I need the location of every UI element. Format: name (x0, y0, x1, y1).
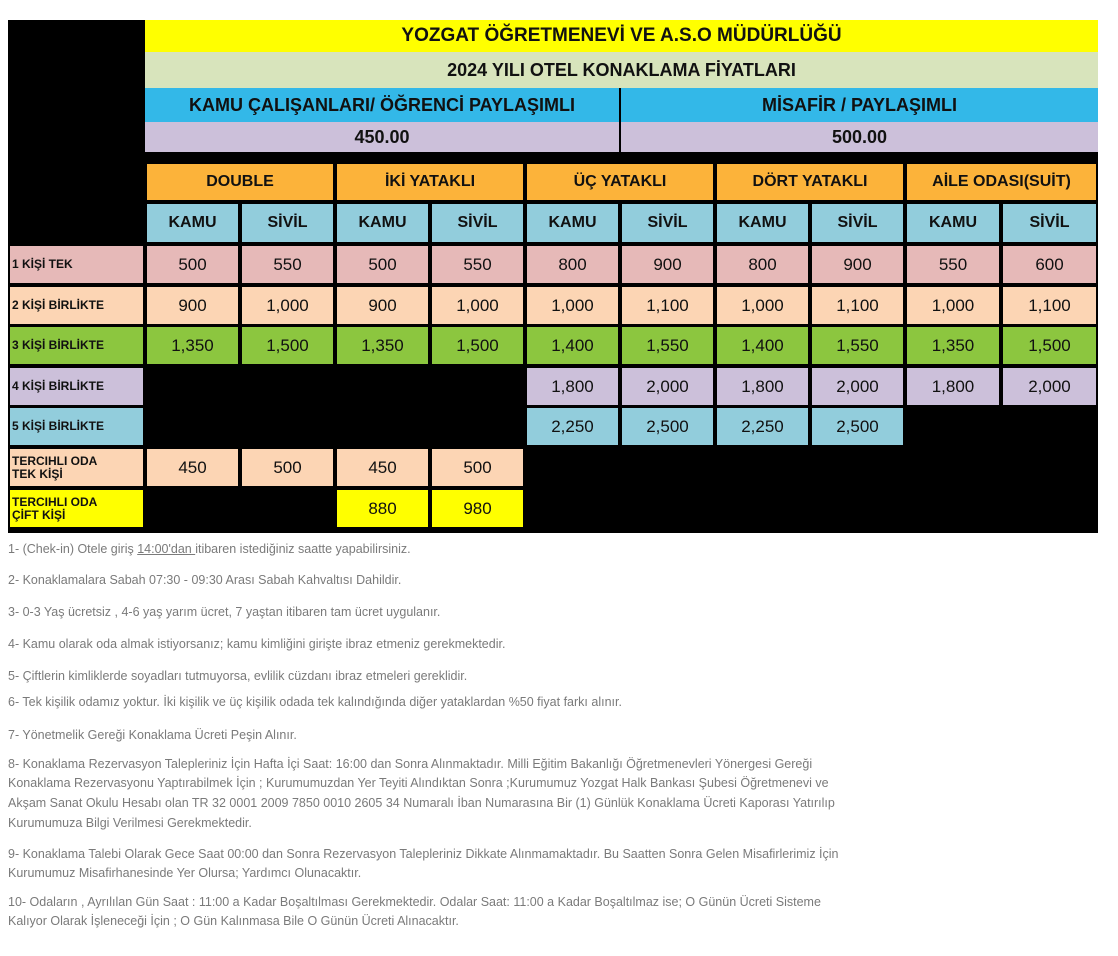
row-label (8, 366, 145, 407)
note-3: 3- 0-3 Yaş ücretsiz , 4-6 yaş yarım ücret, 7 yaştan itibaren tam ücret uygulanır. (8, 605, 441, 619)
price-cell: 1,400 (715, 325, 810, 366)
note-1-text: 1- (Chek-in) Otele giriş (8, 542, 138, 556)
price-cell: 450 (145, 447, 240, 488)
public-sharing-price: 450.00 (145, 122, 621, 152)
sub-header: KAMU (335, 202, 430, 244)
empty-cell (1001, 406, 1098, 447)
price-cell: 900 (335, 285, 430, 326)
row-label (8, 406, 145, 447)
price-cell: 2,250 (525, 406, 620, 447)
note-8-line-2: Konaklama Rezervasyonu Yaptırabilmek İçin ; Kurumumuzdan Yer Teyiti Alındıktan Sonra ;Kurumumuz Yozgat Halk Bankası Şubesi Öğretmenevi ve (8, 776, 829, 790)
empty-cell (145, 406, 240, 447)
note-7: 7- Yönetmelik Gereği Konaklama Ücreti Peşin Alınır. (8, 728, 297, 742)
price-cell: 1,000 (430, 285, 525, 326)
row-label (8, 244, 145, 285)
separator-strip (145, 152, 1098, 162)
corner-block (8, 20, 145, 244)
sub-header: SİVİL (810, 202, 905, 244)
empty-cell (525, 488, 620, 529)
note-5: 5- Çiftlerin kimliklerde soyadları tutmuyorsa, evlilik cüzdanı ibraz etmeleri gereklidir. (8, 669, 468, 683)
row-label-line: 1 KİŞİ TEK (12, 257, 73, 271)
price-cell: 1,100 (810, 285, 905, 326)
price-cell: 1,400 (525, 325, 620, 366)
note-6: 6- Tek kişilik odamız yoktur. İki kişilik ve üç kişilik odada tek kalındığında diğer yataklardan %50 fiyat farkı alınır. (8, 695, 622, 709)
note-10-line-2: Kalıyor Olarak İşleneceği İçin ; O Gün Kalınmasa Bile O Günün Ücreti Alınacaktır. (8, 914, 459, 928)
empty-cell (810, 447, 905, 488)
empty-cell (240, 406, 335, 447)
price-cell: 2,500 (620, 406, 715, 447)
sub-header: KAMU (715, 202, 810, 244)
price-cell: 2,500 (810, 406, 905, 447)
price-cell: 1,500 (430, 325, 525, 366)
empty-cell (620, 447, 715, 488)
price-cell: 450 (335, 447, 430, 488)
row-label (8, 447, 145, 488)
price-cell: 2,250 (715, 406, 810, 447)
price-cell: 1,000 (715, 285, 810, 326)
price-cell: 500 (335, 244, 430, 285)
empty-cell (715, 447, 810, 488)
price-cell: 800 (525, 244, 620, 285)
sub-header: SİVİL (620, 202, 715, 244)
price-cell: 880 (335, 488, 430, 529)
row-label-line: 4 KİŞİ BİRLİKTE (12, 379, 105, 393)
price-cell: 1,000 (525, 285, 620, 326)
price-cell: 900 (145, 285, 240, 326)
price-cell: 550 (430, 244, 525, 285)
empty-cell (145, 366, 240, 407)
empty-cell (620, 488, 715, 529)
price-cell: 1,350 (145, 325, 240, 366)
note-8-line-3: Akşam Sanat Okulu Hesabı olan TR 32 0001 2009 7850 0010 2605 34 Numaralı İban Numarasına Bir (1) Günlük Konaklama Ücreti Kaporası Yatırılıp (8, 796, 835, 810)
price-cell: 2,000 (810, 366, 905, 407)
price-cell: 500 (240, 447, 335, 488)
room-type-header: DOUBLE (145, 162, 335, 202)
sub-header: KAMU (525, 202, 620, 244)
price-cell: 500 (430, 447, 525, 488)
guest-sharing-price: 500.00 (621, 122, 1098, 152)
empty-cell (905, 488, 1001, 529)
sub-header: KAMU (145, 202, 240, 244)
row-label-line: 3 KİŞİ BİRLİKTE (12, 338, 105, 352)
price-cell: 1,800 (525, 366, 620, 407)
table-title: YOZGAT ÖĞRETMENEVİ VE A.S.O MÜDÜRLÜĞÜ (145, 20, 1098, 52)
empty-cell (715, 488, 810, 529)
note-8-line-1: 8- Konaklama Rezervasyon Talepleriniz İçin Hafta İçi Saat: 16:00 dan Sonra Alınmaktadır. Milli Eğitim Bakanlığı Öğretmenevleri Yönergesi Gereği (8, 757, 813, 771)
empty-cell (240, 488, 335, 529)
note-1 (8, 541, 411, 558)
price-cell: 550 (905, 244, 1001, 285)
row-label-line: TERCIHLI ODA (12, 494, 98, 509)
price-cell: 980 (430, 488, 525, 529)
checkin-time: 14:00'dan (137, 542, 196, 556)
price-cell: 550 (240, 244, 335, 285)
empty-cell (905, 447, 1001, 488)
row-label (8, 325, 145, 366)
empty-cell (1001, 488, 1098, 529)
price-cell: 1,800 (715, 366, 810, 407)
empty-cell (810, 488, 905, 529)
price-cell: 1,500 (240, 325, 335, 366)
note-10-line-1: 10- Odaların , Ayrılılan Gün Saat : 11:00 a Kadar Boşaltılması Gerekmektedir. Odalar Saat: 11:00 a Kadar Boşaltılmaz ise; O Günün Ücreti Sisteme (8, 895, 821, 909)
note-9-line-2: Kurumumuz Misafirhanesinde Yer Olursa; Yardımcı Olunacaktır. (8, 866, 362, 880)
empty-cell (430, 406, 525, 447)
empty-cell (145, 488, 240, 529)
price-cell: 900 (620, 244, 715, 285)
room-type-header: DÖRT YATAKLI (715, 162, 905, 202)
row-label-line: TEK KİŞİ (12, 466, 63, 481)
price-cell: 1,550 (620, 325, 715, 366)
public-sharing-label: KAMU ÇALIŞANLARI/ ÖĞRENCİ PAYLAŞIMLI (145, 88, 621, 122)
table-bottom-strip (8, 529, 1098, 533)
empty-cell (905, 406, 1001, 447)
room-type-header: AİLE ODASI(SUİT) (905, 162, 1098, 202)
row-label-line: 2 KİŞİ BİRLİKTE (12, 298, 105, 312)
note-9-line-1: 9- Konaklama Talebi Olarak Gece Saat 00:00 dan Sonra Rezervasyon Talepleriniz Dikkate Alınmamaktadır. Bu Saatten Sonra Gelen Misafirlerimiz İçin (8, 847, 839, 861)
note-8-line-4: Kurumumuza Bilgi Verilmesi Gerekmektedir. (8, 816, 252, 830)
price-cell: 1,000 (240, 285, 335, 326)
sub-header: SİVİL (1001, 202, 1098, 244)
note-2: 2- Konaklamalara Sabah 07:30 - 09:30 Arası Sabah Kahvaltısı Dahildir. (8, 573, 402, 587)
empty-cell (240, 366, 335, 407)
price-cell: 2,000 (1001, 366, 1098, 407)
row-label-line: ÇİFT KİŞİ (12, 507, 66, 522)
price-cell: 1,500 (1001, 325, 1098, 366)
price-cell: 1,350 (335, 325, 430, 366)
price-cell: 1,350 (905, 325, 1001, 366)
price-cell: 1,100 (620, 285, 715, 326)
room-type-header: ÜÇ YATAKLI (525, 162, 715, 202)
note-1-text-end: itibaren istediğiniz saatte yapabilirsiniz. (195, 542, 411, 556)
price-cell: 2,000 (620, 366, 715, 407)
sub-header: SİVİL (240, 202, 335, 244)
room-type-header: İKİ YATAKLI (335, 162, 525, 202)
row-label (8, 285, 145, 326)
guest-sharing-label: MİSAFİR / PAYLAŞIMLI (621, 88, 1098, 122)
empty-cell (335, 406, 430, 447)
empty-cell (1001, 447, 1098, 488)
row-label (8, 488, 145, 529)
table-subtitle: 2024 YILI OTEL KONAKLAMA FİYATLARI (145, 52, 1098, 88)
note-4: 4- Kamu olarak oda almak istiyorsanız; kamu kimliğini girişte ibraz etmeniz gerekmektedir. (8, 637, 506, 651)
price-cell: 1,100 (1001, 285, 1098, 326)
price-cell: 600 (1001, 244, 1098, 285)
row-label-line: TERCIHLI ODA (12, 453, 98, 468)
price-cell: 900 (810, 244, 905, 285)
row-label-line: 5 KİŞİ BİRLİKTE (12, 419, 105, 433)
price-cell: 1,800 (905, 366, 1001, 407)
price-cell: 800 (715, 244, 810, 285)
empty-cell (430, 366, 525, 407)
price-cell: 500 (145, 244, 240, 285)
sub-header: SİVİL (430, 202, 525, 244)
price-cell: 1,550 (810, 325, 905, 366)
sub-header: KAMU (905, 202, 1001, 244)
price-cell: 1,000 (905, 285, 1001, 326)
empty-cell (335, 366, 430, 407)
empty-cell (525, 447, 620, 488)
